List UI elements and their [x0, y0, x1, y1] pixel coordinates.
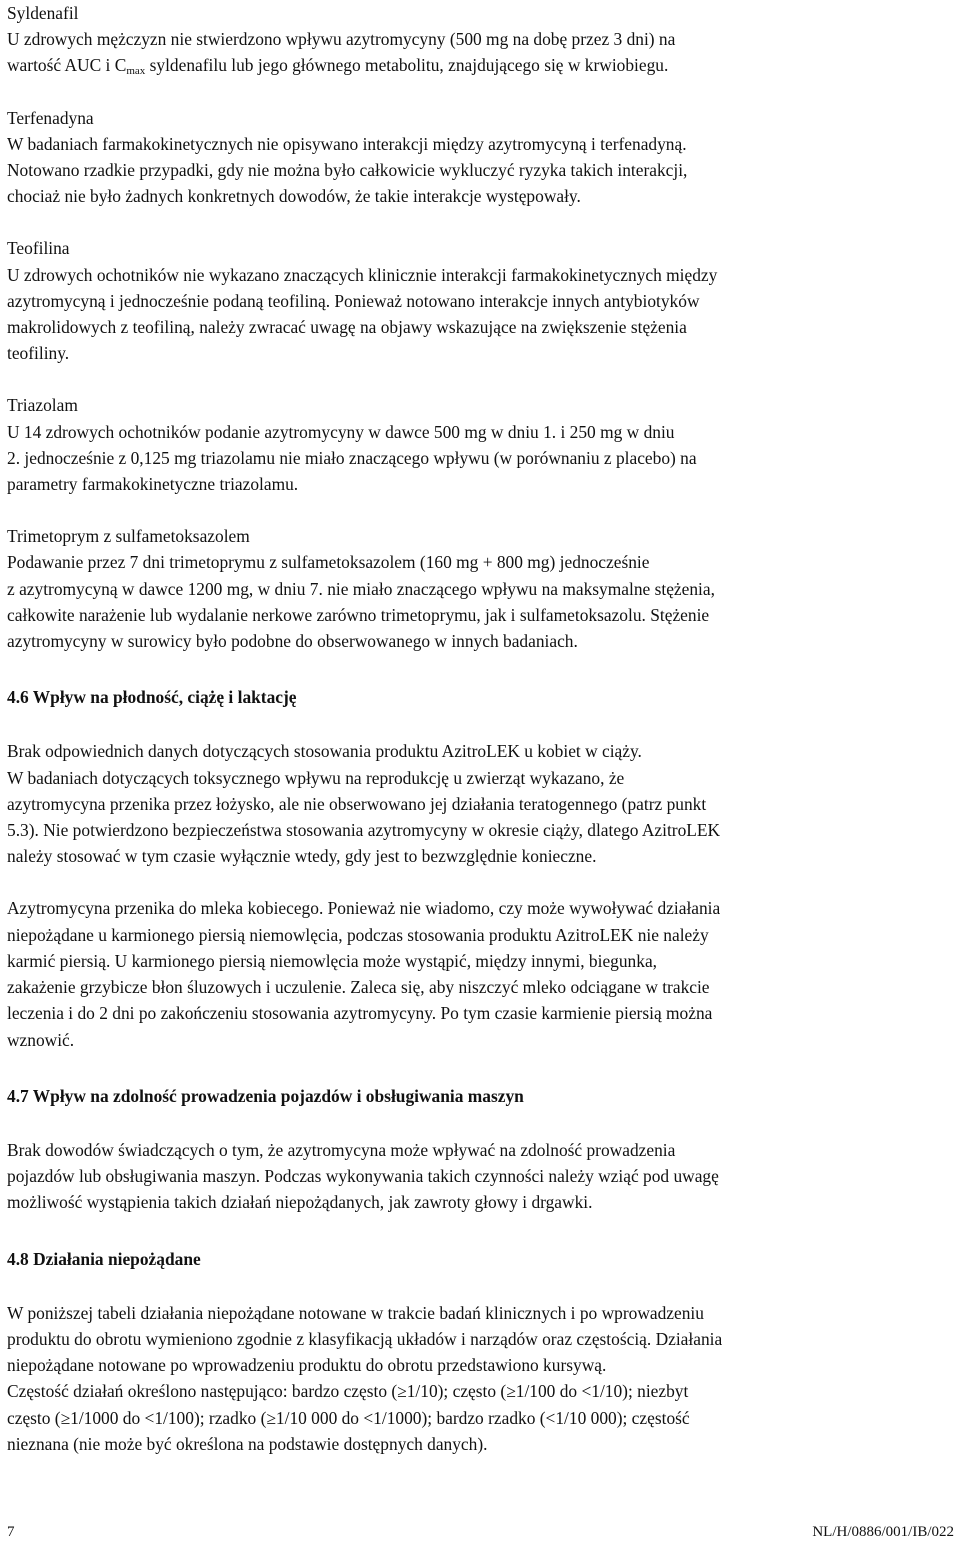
section-heading: 4.6 Wpływ na płodność, ciążę i laktację — [7, 687, 297, 708]
paragraph-line: makrolidowych z teofiliną, należy zwracać uwagę na objawy wskazujące na zwiększenie stężenia — [7, 317, 687, 338]
paragraph-line: W badaniach farmakokinetycznych nie opisywano interakcji między azytromycyną i terfenadyną. — [7, 133, 687, 154]
document-page — [7, 0, 955, 1457]
section-4-6 — [7, 684, 955, 1052]
section-triazolam — [7, 392, 955, 497]
paragraph-line — [7, 52, 955, 78]
paragraph-line: U 14 zdrowych ochotników podanie azytromycyny w dawce 500 mg w dniu 1. i 250 mg w dniu — [7, 421, 675, 442]
paragraph-line: azytromycyna przenika przez łożysko, ale nie obserwowano jej działania teratogennego (patrz punkt — [7, 793, 707, 814]
section-title: Syldenafil — [7, 3, 79, 23]
section-terfenadine — [7, 105, 955, 210]
paragraph-line: niepożądane u karmionego piersią niemowlęcia, podczas stosowania produktu AzitroLEK nie należy — [7, 924, 709, 945]
paragraph-line: chociaż nie było żadnych konkretnych dowodów, że takie interakcje występowały. — [7, 186, 581, 207]
paragraph-line: 2. jednocześnie z 0,125 mg triazolamu nie miało znaczącego wpływu (w porównaniu z placebo) na — [7, 447, 697, 468]
paragraph-line: często (≥1/1000 do <1/100); rzadko (≥1/10 000 do <1/1000); bardzo rzadko (<1/10 000); częstość — [7, 1407, 690, 1428]
section-title: Triazolam — [7, 395, 78, 416]
paragraph-line: karmić piersią. U karmionego piersią niemowlęcia może wystąpić, między innymi, biegunka, — [7, 950, 658, 971]
paragraph-line: W badaniach dotyczących toksycznego wpływu na reprodukcję u zwierząt wykazano, że — [7, 767, 625, 788]
section-title: Terfenadyna — [7, 107, 94, 128]
paragraph-line: Notowano rzadkie przypadki, gdy nie można było całkowicie wykluczyć ryzyka takich interakcji, — [7, 160, 688, 181]
paragraph-line: 5.3). Nie potwierdzono bezpieczeństwa stosowania azytromycyny w okresie ciąży, dlatego AzitroLEK — [7, 820, 721, 841]
paragraph-line: nieznana (nie może być określona na podstawie dostępnych danych). — [7, 1433, 488, 1454]
paragraph-line: leczenia i do 2 dni po zakończeniu stosowania azytromycyny. Po tym czasie karmienie piersią można — [7, 1003, 713, 1024]
paragraph-line: Podawanie przez 7 dni trimetoprymu z sulfametoksazolem (160 mg + 800 mg) jednocześnie — [7, 552, 650, 573]
paragraph-line: Azytromycyna przenika do mleka kobiecego. Ponieważ nie wiadomo, czy może wywoływać działania — [7, 898, 721, 919]
paragraph-line: U zdrowych mężczyzn nie stwierdzono wpływu azytromycyny (500 mg na dobę przez 3 dni) na — [7, 29, 676, 50]
document-reference: NL/H/0886/001/IB/022 — [812, 1524, 954, 1540]
section-theophylline — [7, 235, 955, 366]
paragraph-line: teofiliny. — [7, 343, 70, 364]
section-sildenafil — [7, 0, 955, 79]
section-trimethoprim — [7, 523, 955, 654]
paragraph-line: parametry farmakokinetyczne triazolamu. — [7, 474, 299, 495]
paragraph-line: wznowić. — [7, 1029, 75, 1050]
paragraph-line: z azytromycyną w dawce 1200 mg, w dniu 7. nie miało znaczącego wpływu na maksymalne stężenia, — [7, 578, 715, 599]
section-title: Teofilina — [7, 238, 70, 259]
text-fragment: wartość AUC i C — [7, 55, 127, 76]
paragraph-line: możliwość wystąpienia takich działań niepożądanych, jak zawroty głowy i drgawki. — [7, 1192, 593, 1213]
paragraph-line: zakażenie grzybicze błon śluzowych i uczulenie. Zaleca się, aby niszczyć mleko odciągane w trakcie — [7, 977, 710, 998]
paragraph-line: azytromycyny w surowicy było podobne do obserwowanego w innych badaniach. — [7, 631, 578, 652]
section-heading: 4.7 Wpływ na zdolność prowadzenia pojazdów i obsługiwania maszyn — [7, 1085, 524, 1106]
paragraph-line: całkowite narażenie lub wydalanie nerkowe zarówno trimetoprymu, jak i sulfametoksazolu. Stężenie — [7, 604, 710, 625]
paragraph-line: W poniższej tabeli działania niepożądane notowane w trakcie badań klinicznych i po wprowadzeniu — [7, 1302, 704, 1323]
paragraph-line: produktu do obrotu wymieniono zgodnie z klasyfikacją układów i narządów oraz częstością. Działania — [7, 1328, 723, 1349]
paragraph-line: Częstość działań określono następująco: bardzo często (≥1/10); często (≥1/100 do <1/10); niezbyt — [7, 1381, 689, 1402]
paragraph-line: Brak dowodów świadczących o tym, że azytromycyna może wpływać na zdolność prowadzenia — [7, 1139, 676, 1160]
text-fragment: syldenafilu lub jego głównego metabolitu, znajdującego się w krwiobiegu. — [145, 55, 669, 76]
paragraph-line: Brak odpowiednich danych dotyczących stosowania produktu AzitroLEK u kobiet w ciąży. — [7, 741, 642, 762]
subscript-max: max — [126, 65, 146, 78]
section-4-7 — [7, 1083, 955, 1216]
page-number: 7 — [7, 1524, 15, 1540]
paragraph-line: U zdrowych ochotników nie wykazano znaczących klinicznie interakcji farmakokinetycznych między — [7, 264, 718, 285]
paragraph-line: pojazdów lub obsługiwania maszyn. Podczas wykonywania takich czynności należy wziąć pod uwagę — [7, 1166, 719, 1187]
section-title: Trimetoprym z sulfametoksazolem — [7, 526, 250, 547]
paragraph-line: należy stosować w tym czasie wyłącznie wtedy, gdy jest to bezwzględnie konieczne. — [7, 846, 597, 867]
paragraph-line: azytromycyną i jednocześnie podaną teofiliną. Ponieważ notowano interakcje innych antybiotyków — [7, 290, 700, 311]
section-heading: 4.8 Działania niepożądane — [7, 1248, 201, 1269]
section-4-8 — [7, 1246, 955, 1457]
paragraph-line: niepożądane notowane po wprowadzeniu produktu do obrotu przedstawiono kursywą. — [7, 1355, 607, 1376]
